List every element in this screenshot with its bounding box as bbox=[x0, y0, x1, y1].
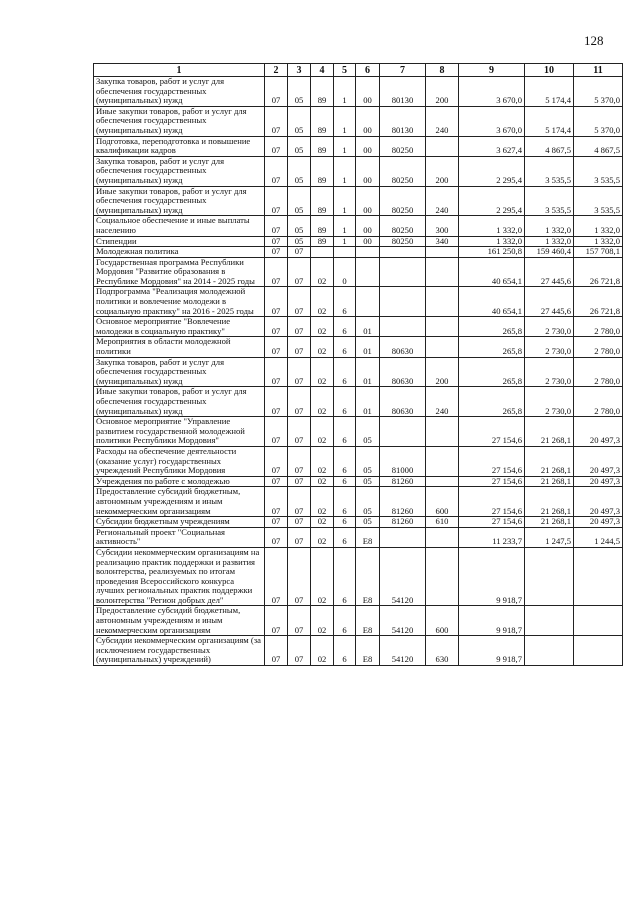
program-code: 89 bbox=[311, 236, 334, 247]
section-code: 07 bbox=[265, 136, 288, 156]
amount-col9: 9 918,7 bbox=[459, 606, 525, 636]
event-code bbox=[356, 247, 380, 258]
program-code: 02 bbox=[311, 387, 334, 417]
subsection-code: 05 bbox=[288, 156, 311, 186]
expense-type-code: 240 bbox=[426, 106, 459, 136]
amount-col11: 3 535,5 bbox=[574, 186, 623, 216]
subprogram-code: 6 bbox=[334, 636, 356, 666]
subprogram-code bbox=[334, 247, 356, 258]
table-row bbox=[94, 547, 623, 606]
amount-col9: 40 654,1 bbox=[459, 257, 525, 287]
subprogram-code: 1 bbox=[334, 186, 356, 216]
expense-type-code bbox=[426, 446, 459, 476]
subsection-code: 07 bbox=[288, 517, 311, 528]
program-code: 02 bbox=[311, 417, 334, 447]
direction-code: 80250 bbox=[380, 216, 426, 236]
amount-col9: 9 918,7 bbox=[459, 547, 525, 606]
header-row bbox=[94, 64, 623, 77]
event-code: E8 bbox=[356, 547, 380, 606]
amount-col11: 5 370,0 bbox=[574, 106, 623, 136]
expense-type-code bbox=[426, 136, 459, 156]
col-header: 3 bbox=[288, 64, 311, 77]
expense-type-code: 630 bbox=[426, 636, 459, 666]
section-code: 07 bbox=[265, 636, 288, 666]
row-name: Основное мероприятие "Управление развитием государственной молодежной политики Республики Мордовия" bbox=[94, 417, 265, 447]
direction-code: 54120 bbox=[380, 606, 426, 636]
subsection-code: 05 bbox=[288, 186, 311, 216]
amount-col11 bbox=[574, 547, 623, 606]
amount-col11 bbox=[574, 606, 623, 636]
subsection-code: 07 bbox=[288, 606, 311, 636]
subsection-code: 05 bbox=[288, 236, 311, 247]
amount-col11: 5 370,0 bbox=[574, 77, 623, 107]
direction-code: 80130 bbox=[380, 106, 426, 136]
subprogram-code: 6 bbox=[334, 446, 356, 476]
table-row bbox=[94, 77, 623, 107]
event-code: 00 bbox=[356, 216, 380, 236]
row-name: Основное мероприятие "Вовлечение молодежи в социальную практику" bbox=[94, 317, 265, 337]
program-code: 89 bbox=[311, 186, 334, 216]
program-code: 02 bbox=[311, 636, 334, 666]
subprogram-code: 6 bbox=[334, 387, 356, 417]
section-code: 07 bbox=[265, 517, 288, 528]
program-code: 02 bbox=[311, 527, 334, 547]
subsection-code: 05 bbox=[288, 106, 311, 136]
amount-col10: 27 445,6 bbox=[525, 257, 574, 287]
row-name: Государственная программа Республики Мордовия "Развитие образования в Республике Мордовия" на 2014 - 2025 годы bbox=[94, 257, 265, 287]
expense-type-code bbox=[426, 247, 459, 258]
amount-col10: 5 174,4 bbox=[525, 77, 574, 107]
amount-col10: 21 268,1 bbox=[525, 517, 574, 528]
row-name: Иные закупки товаров, работ и услуг для обеспечения государственных (муниципальных) нужд bbox=[94, 186, 265, 216]
event-code: 00 bbox=[356, 136, 380, 156]
subprogram-code: 1 bbox=[334, 106, 356, 136]
table-row bbox=[94, 387, 623, 417]
section-code: 07 bbox=[265, 236, 288, 247]
section-code: 07 bbox=[265, 446, 288, 476]
direction-code: 81000 bbox=[380, 446, 426, 476]
col-header: 7 bbox=[380, 64, 426, 77]
row-name: Предоставление субсидий бюджетным, автономным учреждениям и иным некоммерческим организациям bbox=[94, 606, 265, 636]
event-code: 05 bbox=[356, 487, 380, 517]
amount-col10: 2 730,0 bbox=[525, 387, 574, 417]
table-row bbox=[94, 287, 623, 317]
row-name: Региональный проект "Социальная активность" bbox=[94, 527, 265, 547]
event-code: 01 bbox=[356, 357, 380, 387]
amount-col9: 40 654,1 bbox=[459, 287, 525, 317]
expense-type-code: 240 bbox=[426, 387, 459, 417]
subprogram-code: 6 bbox=[334, 337, 356, 357]
direction-code: 54120 bbox=[380, 636, 426, 666]
amount-col10: 1 247,5 bbox=[525, 527, 574, 547]
budget-table bbox=[93, 63, 623, 666]
amount-col11: 20 497,3 bbox=[574, 446, 623, 476]
row-name: Иные закупки товаров, работ и услуг для обеспечения государственных (муниципальных) нужд bbox=[94, 106, 265, 136]
section-code: 07 bbox=[265, 287, 288, 317]
row-name: Предоставление субсидий бюджетным, автономным учреждениям и иным некоммерческим организациям bbox=[94, 487, 265, 517]
amount-col11: 2 780,0 bbox=[574, 387, 623, 417]
event-code: E8 bbox=[356, 606, 380, 636]
row-name: Закупка товаров, работ и услуг для обеспечения государственных (муниципальных) нужд bbox=[94, 357, 265, 387]
subprogram-code: 6 bbox=[334, 487, 356, 517]
event-code: E8 bbox=[356, 527, 380, 547]
program-code: 02 bbox=[311, 317, 334, 337]
subsection-code: 07 bbox=[288, 337, 311, 357]
section-code: 07 bbox=[265, 216, 288, 236]
event-code: 00 bbox=[356, 156, 380, 186]
amount-col9: 27 154,6 bbox=[459, 476, 525, 487]
amount-col10 bbox=[525, 636, 574, 666]
direction-code: 80130 bbox=[380, 77, 426, 107]
program-code: 02 bbox=[311, 547, 334, 606]
event-code: 01 bbox=[356, 337, 380, 357]
program-code: 89 bbox=[311, 156, 334, 186]
row-name: Иные закупки товаров, работ и услуг для обеспечения государственных (муниципальных) нужд bbox=[94, 387, 265, 417]
program-code: 02 bbox=[311, 446, 334, 476]
expense-type-code bbox=[426, 317, 459, 337]
direction-code: 80630 bbox=[380, 387, 426, 417]
section-code: 07 bbox=[265, 487, 288, 517]
subsection-code: 05 bbox=[288, 77, 311, 107]
table-row bbox=[94, 517, 623, 528]
event-code: 01 bbox=[356, 317, 380, 337]
program-code: 02 bbox=[311, 257, 334, 287]
event-code: 00 bbox=[356, 236, 380, 247]
subprogram-code: 6 bbox=[334, 287, 356, 317]
amount-col11: 20 497,3 bbox=[574, 517, 623, 528]
row-name: Подготовка, переподготовка и повышение квалификации кадров bbox=[94, 136, 265, 156]
amount-col9: 27 154,6 bbox=[459, 417, 525, 447]
amount-col9: 27 154,6 bbox=[459, 487, 525, 517]
program-code bbox=[311, 247, 334, 258]
subsection-code: 07 bbox=[288, 527, 311, 547]
event-code: 05 bbox=[356, 417, 380, 447]
table-row bbox=[94, 446, 623, 476]
section-code: 07 bbox=[265, 317, 288, 337]
expense-type-code bbox=[426, 476, 459, 487]
program-code: 89 bbox=[311, 106, 334, 136]
event-code bbox=[356, 257, 380, 287]
col-header: 8 bbox=[426, 64, 459, 77]
amount-col11: 2 780,0 bbox=[574, 317, 623, 337]
subprogram-code: 6 bbox=[334, 606, 356, 636]
row-name: Расходы на обеспечение деятельности (оказание услуг) государственных учреждений Республики Мордовия bbox=[94, 446, 265, 476]
amount-col9: 9 918,7 bbox=[459, 636, 525, 666]
amount-col9: 161 250,8 bbox=[459, 247, 525, 258]
direction-code: 80250 bbox=[380, 236, 426, 247]
row-name: Стипендии bbox=[94, 236, 265, 247]
amount-col9: 1 332,0 bbox=[459, 236, 525, 247]
direction-code bbox=[380, 527, 426, 547]
direction-code: 81260 bbox=[380, 487, 426, 517]
section-code: 07 bbox=[265, 257, 288, 287]
section-code: 07 bbox=[265, 527, 288, 547]
amount-col10: 4 867,5 bbox=[525, 136, 574, 156]
row-name: Закупка товаров, работ и услуг для обеспечения государственных (муниципальных) нужд bbox=[94, 156, 265, 186]
program-code: 02 bbox=[311, 606, 334, 636]
direction-code bbox=[380, 287, 426, 317]
subprogram-code: 6 bbox=[334, 317, 356, 337]
table-row bbox=[94, 476, 623, 487]
program-code: 02 bbox=[311, 287, 334, 317]
program-code: 02 bbox=[311, 337, 334, 357]
table-row bbox=[94, 487, 623, 517]
amount-col10: 1 332,0 bbox=[525, 216, 574, 236]
subprogram-code: 1 bbox=[334, 236, 356, 247]
expense-type-code: 300 bbox=[426, 216, 459, 236]
amount-col9: 2 295,4 bbox=[459, 156, 525, 186]
direction-code bbox=[380, 417, 426, 447]
subprogram-code: 1 bbox=[334, 156, 356, 186]
expense-type-code bbox=[426, 337, 459, 357]
page-number: 128 bbox=[584, 33, 604, 48]
direction-code bbox=[380, 257, 426, 287]
amount-col9: 2 295,4 bbox=[459, 186, 525, 216]
event-code: 05 bbox=[356, 446, 380, 476]
amount-col10: 27 445,6 bbox=[525, 287, 574, 317]
section-code: 07 bbox=[265, 337, 288, 357]
amount-col10: 159 460,4 bbox=[525, 247, 574, 258]
amount-col10: 3 535,5 bbox=[525, 186, 574, 216]
row-name: Закупка товаров, работ и услуг для обеспечения государственных (муниципальных) нужд bbox=[94, 77, 265, 107]
subprogram-code: 1 bbox=[334, 77, 356, 107]
subsection-code: 07 bbox=[288, 357, 311, 387]
amount-col10 bbox=[525, 547, 574, 606]
section-code: 07 bbox=[265, 186, 288, 216]
subsection-code: 07 bbox=[288, 417, 311, 447]
event-code: 00 bbox=[356, 186, 380, 216]
amount-col9: 27 154,6 bbox=[459, 446, 525, 476]
section-code: 07 bbox=[265, 247, 288, 258]
amount-col10: 21 268,1 bbox=[525, 446, 574, 476]
direction-code: 80250 bbox=[380, 186, 426, 216]
subsection-code: 05 bbox=[288, 216, 311, 236]
subprogram-code: 1 bbox=[334, 216, 356, 236]
subsection-code: 07 bbox=[288, 446, 311, 476]
col-header: 10 bbox=[525, 64, 574, 77]
section-code: 07 bbox=[265, 77, 288, 107]
amount-col11: 1 244,5 bbox=[574, 527, 623, 547]
amount-col11 bbox=[574, 636, 623, 666]
subprogram-code: 6 bbox=[334, 527, 356, 547]
subprogram-code: 6 bbox=[334, 476, 356, 487]
amount-col10: 21 268,1 bbox=[525, 417, 574, 447]
row-name: Субсидии некоммерческим организациям (за исключением государственных (муниципальных) учреждений) bbox=[94, 636, 265, 666]
section-code: 07 bbox=[265, 547, 288, 606]
amount-col10: 2 730,0 bbox=[525, 337, 574, 357]
subsection-code: 07 bbox=[288, 487, 311, 517]
table-row bbox=[94, 527, 623, 547]
subsection-code: 07 bbox=[288, 287, 311, 317]
subsection-code: 07 bbox=[288, 387, 311, 417]
amount-col11: 20 497,3 bbox=[574, 417, 623, 447]
row-name: Подпрограмма "Реализация молодежной политики и вовлечение молодежи в социальную практику" на 2016 - 2025 годы bbox=[94, 287, 265, 317]
expense-type-code: 340 bbox=[426, 236, 459, 247]
amount-col11: 20 497,3 bbox=[574, 476, 623, 487]
expense-type-code bbox=[426, 527, 459, 547]
expense-type-code: 600 bbox=[426, 606, 459, 636]
amount-col9: 3 670,0 bbox=[459, 106, 525, 136]
expense-type-code bbox=[426, 257, 459, 287]
program-code: 02 bbox=[311, 517, 334, 528]
direction-code bbox=[380, 317, 426, 337]
section-code: 07 bbox=[265, 476, 288, 487]
expense-type-code bbox=[426, 547, 459, 606]
expense-type-code: 600 bbox=[426, 487, 459, 517]
section-code: 07 bbox=[265, 156, 288, 186]
col-header: 2 bbox=[265, 64, 288, 77]
amount-col9: 27 154,6 bbox=[459, 517, 525, 528]
event-code: 01 bbox=[356, 387, 380, 417]
col-header: 6 bbox=[356, 64, 380, 77]
amount-col10 bbox=[525, 606, 574, 636]
amount-col10: 21 268,1 bbox=[525, 476, 574, 487]
amount-col11: 20 497,3 bbox=[574, 487, 623, 517]
amount-col9: 11 233,7 bbox=[459, 527, 525, 547]
expense-type-code: 610 bbox=[426, 517, 459, 528]
section-code: 07 bbox=[265, 357, 288, 387]
amount-col9: 265,8 bbox=[459, 317, 525, 337]
amount-col11: 26 721,8 bbox=[574, 257, 623, 287]
section-code: 07 bbox=[265, 387, 288, 417]
direction-code: 81260 bbox=[380, 517, 426, 528]
amount-col10: 2 730,0 bbox=[525, 357, 574, 387]
direction-code: 80630 bbox=[380, 337, 426, 357]
section-code: 07 bbox=[265, 606, 288, 636]
amount-col11: 1 332,0 bbox=[574, 236, 623, 247]
direction-code: 80630 bbox=[380, 357, 426, 387]
event-code: 05 bbox=[356, 476, 380, 487]
subprogram-code: 6 bbox=[334, 357, 356, 387]
event-code: 00 bbox=[356, 106, 380, 136]
program-code: 89 bbox=[311, 216, 334, 236]
amount-col9: 1 332,0 bbox=[459, 216, 525, 236]
program-code: 02 bbox=[311, 357, 334, 387]
amount-col11: 157 708,1 bbox=[574, 247, 623, 258]
col-header: 1 bbox=[94, 64, 265, 77]
section-code: 07 bbox=[265, 106, 288, 136]
direction-code: 80250 bbox=[380, 156, 426, 186]
amount-col9: 3 627,4 bbox=[459, 136, 525, 156]
row-name: Субсидии бюджетным учреждениям bbox=[94, 517, 265, 528]
amount-col9: 265,8 bbox=[459, 337, 525, 357]
expense-type-code: 200 bbox=[426, 77, 459, 107]
row-name: Мероприятия в области молодежной политики bbox=[94, 337, 265, 357]
subsection-code: 07 bbox=[288, 476, 311, 487]
direction-code bbox=[380, 247, 426, 258]
subprogram-code: 6 bbox=[334, 547, 356, 606]
table-row bbox=[94, 417, 623, 447]
expense-type-code: 240 bbox=[426, 186, 459, 216]
amount-col10: 21 268,1 bbox=[525, 487, 574, 517]
program-code: 89 bbox=[311, 136, 334, 156]
row-name: Социальное обеспечение и иные выплаты населению bbox=[94, 216, 265, 236]
direction-code: 54120 bbox=[380, 547, 426, 606]
table-row bbox=[94, 257, 623, 287]
amount-col11: 26 721,8 bbox=[574, 287, 623, 317]
row-name: Учреждения по работе с молодежью bbox=[94, 476, 265, 487]
amount-col10: 3 535,5 bbox=[525, 156, 574, 186]
subprogram-code: 6 bbox=[334, 417, 356, 447]
table-row bbox=[94, 236, 623, 247]
row-name: Субсидии некоммерческим организациям на реализацию практик поддержки и развития волонтерства, реализуемых по итогам проведения Всероссийского конкурса лучших региональных практик поддержки волонтерства "Регион добрых дел" bbox=[94, 547, 265, 606]
col-header: 9 bbox=[459, 64, 525, 77]
table-row bbox=[94, 186, 623, 216]
event-code: 00 bbox=[356, 77, 380, 107]
expense-type-code bbox=[426, 287, 459, 317]
amount-col10: 2 730,0 bbox=[525, 317, 574, 337]
amount-col11: 4 867,5 bbox=[574, 136, 623, 156]
expense-type-code bbox=[426, 417, 459, 447]
subsection-code: 05 bbox=[288, 136, 311, 156]
col-header: 4 bbox=[311, 64, 334, 77]
amount-col11: 2 780,0 bbox=[574, 337, 623, 357]
subsection-code: 07 bbox=[288, 636, 311, 666]
amount-col9: 265,8 bbox=[459, 387, 525, 417]
table-row bbox=[94, 337, 623, 357]
table-row bbox=[94, 156, 623, 186]
program-code: 02 bbox=[311, 476, 334, 487]
table-row bbox=[94, 247, 623, 258]
event-code: 05 bbox=[356, 517, 380, 528]
event-code: E8 bbox=[356, 636, 380, 666]
section-code: 07 bbox=[265, 417, 288, 447]
amount-col9: 3 670,0 bbox=[459, 77, 525, 107]
expense-type-code: 200 bbox=[426, 156, 459, 186]
subsection-code: 07 bbox=[288, 547, 311, 606]
program-code: 89 bbox=[311, 77, 334, 107]
event-code bbox=[356, 287, 380, 317]
direction-code: 80250 bbox=[380, 136, 426, 156]
subsection-code: 07 bbox=[288, 257, 311, 287]
expense-type-code: 200 bbox=[426, 357, 459, 387]
table-row bbox=[94, 317, 623, 337]
subprogram-code: 6 bbox=[334, 517, 356, 528]
subprogram-code: 1 bbox=[334, 136, 356, 156]
table-row bbox=[94, 106, 623, 136]
table-row bbox=[94, 357, 623, 387]
subsection-code: 07 bbox=[288, 317, 311, 337]
subsection-code: 07 bbox=[288, 247, 311, 258]
row-name: Молодежная политика bbox=[94, 247, 265, 258]
program-code: 02 bbox=[311, 487, 334, 517]
amount-col11: 3 535,5 bbox=[574, 156, 623, 186]
table-row bbox=[94, 636, 623, 666]
amount-col10: 1 332,0 bbox=[525, 236, 574, 247]
subprogram-code: 0 bbox=[334, 257, 356, 287]
amount-col11: 1 332,0 bbox=[574, 216, 623, 236]
table-row bbox=[94, 606, 623, 636]
table-row bbox=[94, 136, 623, 156]
amount-col10: 5 174,4 bbox=[525, 106, 574, 136]
col-header: 11 bbox=[574, 64, 623, 77]
amount-col11: 2 780,0 bbox=[574, 357, 623, 387]
col-header: 5 bbox=[334, 64, 356, 77]
amount-col9: 265,8 bbox=[459, 357, 525, 387]
table-row bbox=[94, 216, 623, 236]
direction-code: 81260 bbox=[380, 476, 426, 487]
